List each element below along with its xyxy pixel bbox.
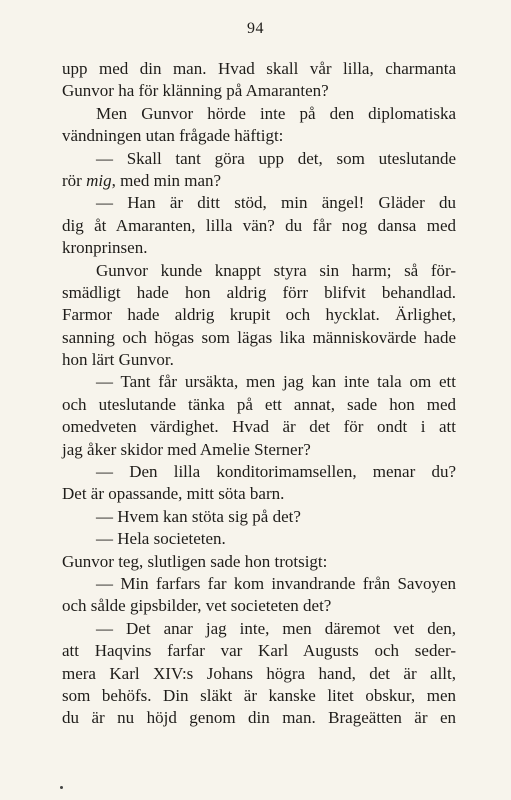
text-line: — Hvem kan stöta sig på det? (96, 506, 301, 526)
text-line: Gunvor kunde knappt styra sin harm; så för- (96, 260, 456, 280)
text-line: — Den lilla konditorimamsellen, menar du? (96, 462, 456, 482)
body-text (62, 58, 456, 730)
text-line: Det är opassande, mitt söta barn. (62, 484, 285, 504)
text-line: hon lärt Gunvor. (62, 350, 174, 370)
text-line: Gunvor teg, slutligen sade hon trotsigt: (62, 551, 328, 571)
text-line: du är nu höjd genom din man. Brageätten är en (62, 708, 456, 728)
text-line: Gunvor ha för klänning på Amaranten? (62, 81, 329, 101)
text-line: — Hela societeten. (96, 529, 226, 549)
text-line: — Skall tant göra upp det, som uteslutande (96, 148, 456, 168)
text-line: Farmor hade aldrig krupit och hycklat. Ärlighet, (62, 305, 456, 325)
ink-speck (60, 786, 63, 789)
text-line: mera Karl XIV:s Johans högra hand, det är allt, (62, 663, 456, 683)
text-line: — Det anar jag inte, men däremot vet den, (96, 618, 456, 638)
text-line: upp med din man. Hvad skall vår lilla, charmanta (62, 59, 456, 78)
text-line: vändningen utan frågade häftigt: (62, 126, 284, 146)
text-line: sanning och högas som lägas lika människovärde hade (62, 327, 456, 347)
text-line: att Haqvins farfar var Karl Augusts och seder- (62, 641, 456, 661)
text-line: rör mig, med min man? (62, 170, 222, 190)
text-line: — Tant får ursäkta, men jag kan inte tala om ett (96, 372, 456, 392)
text-line: — Han är ditt stöd, min ängel! Gläder du (96, 193, 456, 213)
text-line: som behöfs. Din släkt är kanske litet obskur, men (62, 685, 456, 705)
page-number: 94 (247, 20, 264, 37)
text-line: och sålde gipsbilder, vet societeten det? (62, 596, 332, 616)
text-line: omedveten värdighet. Hvad är det för ondt i att (62, 417, 456, 437)
text-line: — Min farfars far kom invandrande från Savoyen (96, 573, 456, 593)
text-line: kronprinsen. (62, 238, 148, 258)
text-line: och uteslutande tänka på ett annat, sade hon med (62, 394, 456, 414)
text-line: dig åt Amaranten, lilla vän? du får nog dansa med (62, 215, 456, 235)
text-line: jag åker skidor med Amelie Sterner? (62, 439, 311, 459)
text-line: smädligt hade hon aldrig förr blifvit behandlad. (62, 282, 456, 302)
text-line: Men Gunvor hörde inte på den diplomatiska (96, 103, 456, 123)
